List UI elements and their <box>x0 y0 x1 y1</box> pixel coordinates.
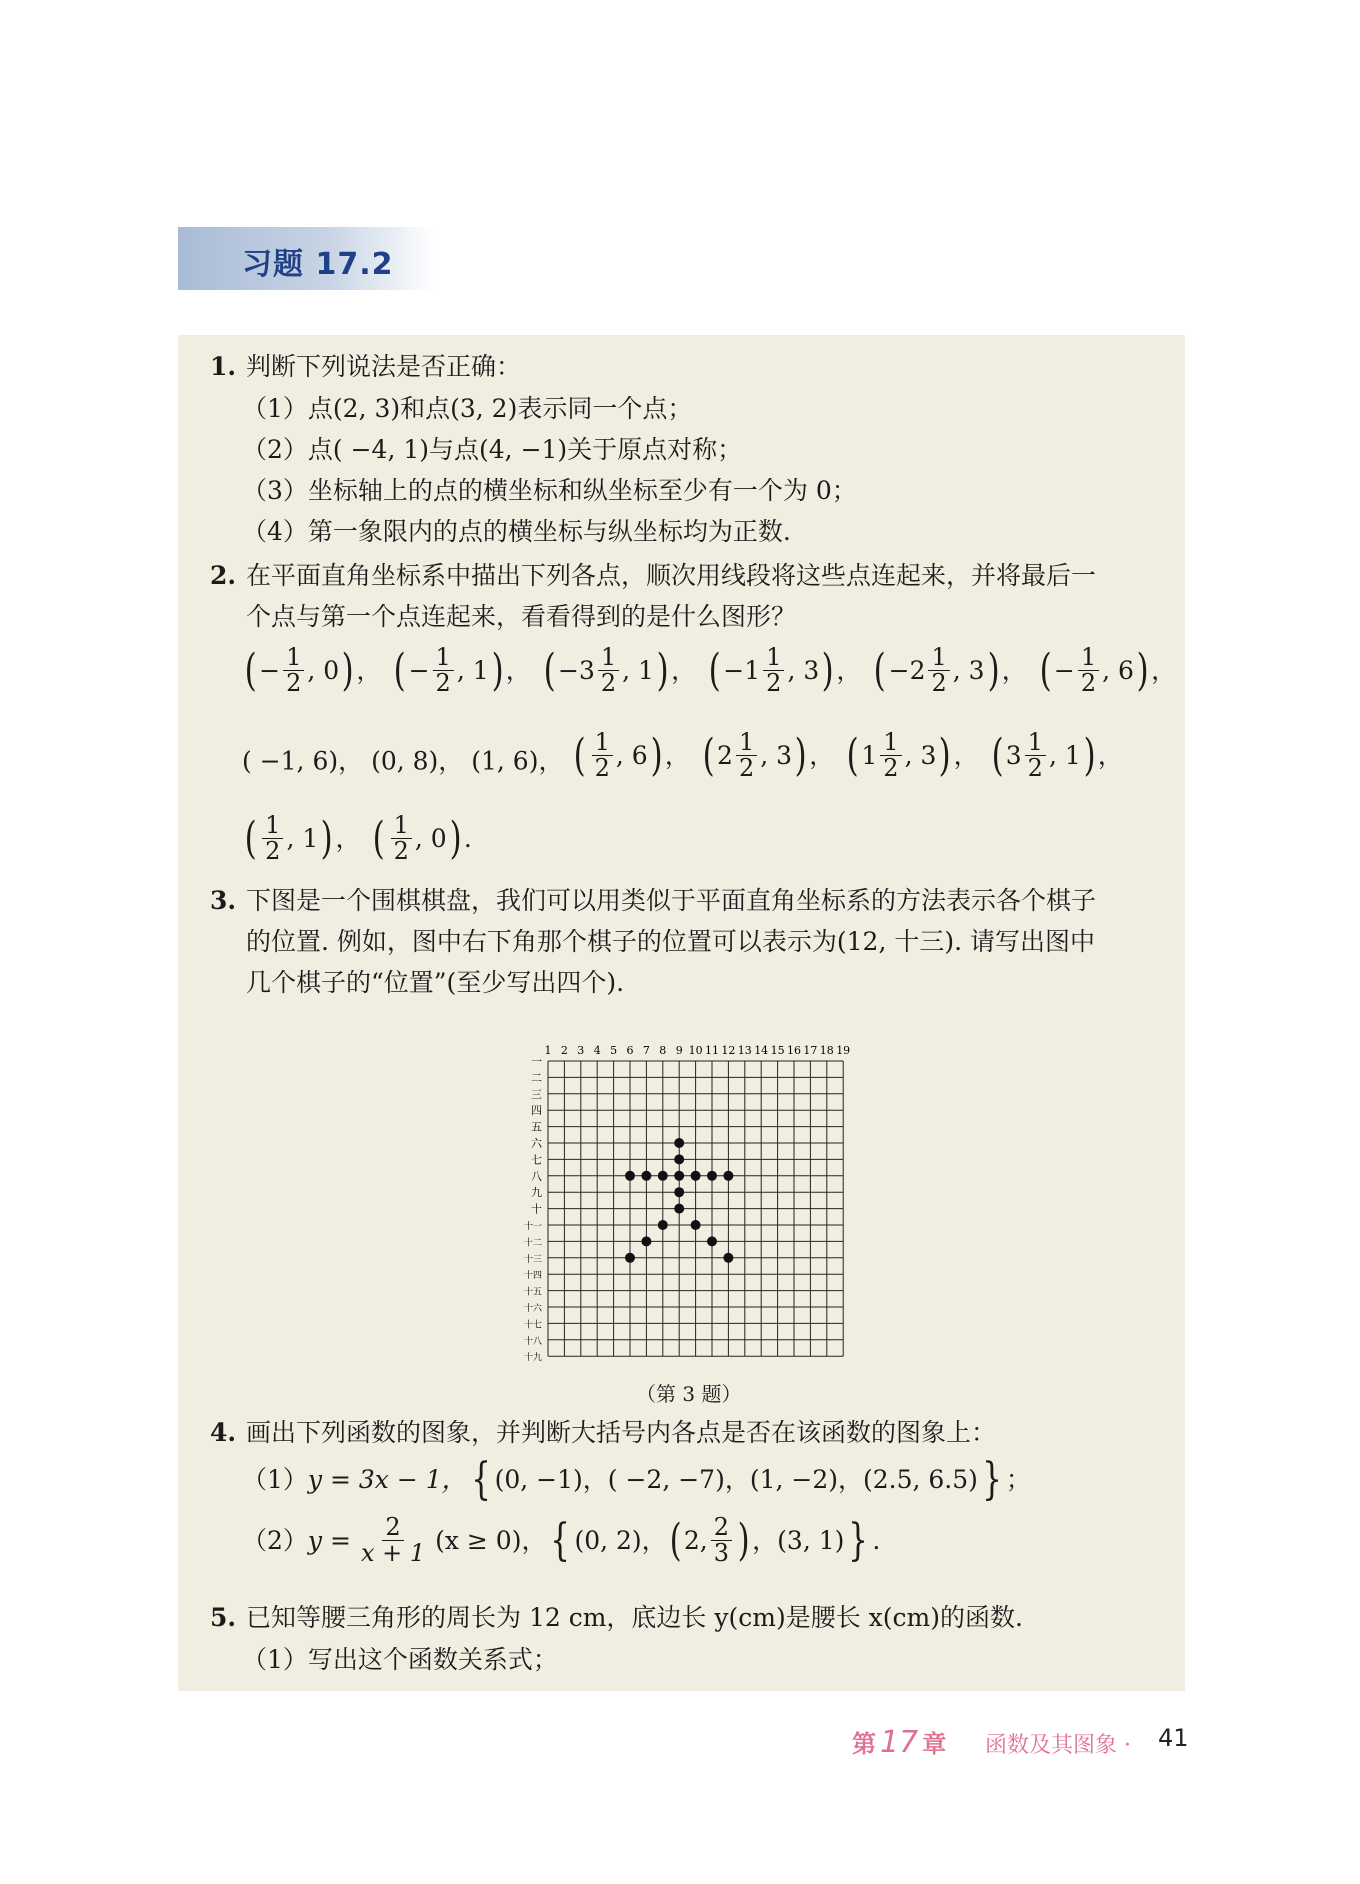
right-brace: } <box>982 1454 1002 1505</box>
fraction-numerator: 1 <box>1078 645 1099 671</box>
column-label: 8 <box>659 1044 667 1057</box>
point-sign: − <box>259 655 281 685</box>
column-label: 10 <box>688 1044 703 1057</box>
go-board-column-labels <box>545 1044 851 1057</box>
q1-item-2: （2）点( −4, 1)与点(4, −1)关于原点对称； <box>242 435 743 464</box>
go-stone <box>658 1220 668 1230</box>
fraction-denominator: 2 <box>738 754 755 783</box>
column-label: 2 <box>560 1044 568 1057</box>
point-separator: ， <box>836 655 862 685</box>
point-y: , 1 <box>286 823 319 853</box>
column-label: 13 <box>737 1044 752 1057</box>
q2-plain-point: (0, 8)， <box>371 746 464 776</box>
right-brace: } <box>848 1514 869 1566</box>
point-sign: − <box>1053 655 1075 685</box>
left-paren: ( <box>244 812 257 864</box>
fraction-denominator: 2 <box>265 837 281 866</box>
point-whole: 2 <box>909 655 926 685</box>
column-label: 4 <box>593 1044 601 1057</box>
left-paren: ( <box>373 812 386 864</box>
point-fraction <box>592 730 613 781</box>
fraction-denominator: 2 <box>594 754 610 783</box>
left-paren: ( <box>702 729 715 781</box>
coordinate-point <box>242 645 381 696</box>
go-stone <box>625 1171 635 1181</box>
fraction-numerator: 1 <box>262 813 283 839</box>
row-label: 四 <box>531 1104 542 1118</box>
point-separator: ， <box>809 740 835 770</box>
q2-points-row-3 <box>242 813 482 864</box>
left-paren: ( <box>543 644 556 696</box>
point-whole: 3 <box>1005 740 1022 770</box>
go-stone <box>674 1204 684 1214</box>
right-paren: ) <box>821 644 834 696</box>
footer-chapter <box>852 1724 946 1760</box>
right-paren: ) <box>1083 729 1096 781</box>
q2-plain-point: ( −1, 6)， <box>242 746 364 776</box>
row-label: 三 <box>531 1087 542 1101</box>
fraction-numerator: 1 <box>598 645 619 671</box>
go-stone <box>674 1171 684 1181</box>
point-sign: − <box>557 655 579 685</box>
fraction-denominator: 2 <box>435 669 451 698</box>
left-paren: ( <box>991 729 1004 781</box>
exercise-title: 习题 17.2 <box>242 247 394 282</box>
point-fraction <box>433 645 454 696</box>
point-separator: ， <box>356 655 382 685</box>
fraction-denominator: 2 <box>286 669 302 698</box>
q4-stem: 画出下列函数的图象，并判断大括号内各点是否在该函数的图象上： <box>246 1418 997 1447</box>
q1-number: 1. <box>210 352 237 381</box>
column-label: 18 <box>819 1044 834 1057</box>
row-label: 十七 <box>523 1320 542 1331</box>
q2-points-row-2 <box>242 730 1133 781</box>
point-separator: ， <box>1001 655 1027 685</box>
left-paren: ( <box>244 644 257 696</box>
point-separator: ， <box>671 655 697 685</box>
point-fraction <box>283 645 304 696</box>
row-label: 十 <box>531 1202 542 1216</box>
right-paren: ) <box>320 812 333 864</box>
go-board-grid <box>548 1061 843 1356</box>
row-label: 十三 <box>523 1254 542 1265</box>
row-label: 十六 <box>523 1304 542 1314</box>
point-fraction <box>736 730 757 781</box>
go-stone <box>691 1220 701 1230</box>
coordinate-point <box>989 730 1123 781</box>
left-paren: ( <box>846 729 859 781</box>
column-label: 9 <box>675 1044 683 1057</box>
go-stone <box>674 1154 684 1164</box>
left-paren: ( <box>708 644 721 696</box>
footer-topic: 函数及其图象 · <box>985 1733 1131 1758</box>
q4-item1-end: ； <box>1005 1465 1031 1494</box>
point-y: , 0 <box>307 655 340 685</box>
fraction-denominator: 2 <box>1027 754 1043 783</box>
coordinate-point <box>571 730 689 781</box>
coordinate-point <box>541 645 696 696</box>
q4-item2-point-2-fraction <box>711 1515 732 1566</box>
column-label: 16 <box>787 1044 801 1057</box>
column-label: 1 <box>544 1044 552 1057</box>
fraction-denominator: 2 <box>1080 669 1097 698</box>
chapter-number: 17 <box>880 1725 919 1760</box>
row-label: 十五 <box>523 1287 542 1298</box>
right-paren: ) <box>1136 644 1149 696</box>
q4-item2-point-1: (0, 2)， <box>574 1525 667 1555</box>
point-fraction <box>598 645 619 696</box>
go-stone <box>723 1171 733 1181</box>
q2-points-row-1 <box>242 645 1186 696</box>
fraction-denominator: 2 <box>393 837 409 866</box>
chapter-suffix: 章 <box>922 1730 947 1758</box>
q1-stem: 判断下列说法是否正确： <box>246 352 522 381</box>
fraction-denominator: 3 <box>713 1539 729 1568</box>
right-paren: ) <box>449 812 462 864</box>
point-whole: 1 <box>744 655 761 685</box>
point-separator: ， <box>1097 740 1123 770</box>
go-board-figure <box>508 1035 854 1364</box>
q3-line-3: 几个棋子的“位置”(至少写出四个). <box>246 968 625 997</box>
column-label: 3 <box>577 1044 585 1057</box>
row-label: 七 <box>531 1153 542 1167</box>
q4-item-2 <box>242 1515 880 1566</box>
left-brace: { <box>470 1454 491 1505</box>
left-brace: { <box>550 1514 571 1566</box>
q2-line-2: 个点与第一个点连起来，看看得到的是什么图形？ <box>246 602 797 631</box>
point-fraction <box>1025 730 1046 781</box>
fraction-numerator: 1 <box>283 645 304 671</box>
point-y: , 0 <box>414 823 447 853</box>
q4-item2-label: （2） <box>242 1525 308 1555</box>
fraction-numerator: 1 <box>928 645 949 671</box>
point-fraction <box>391 813 412 864</box>
right-paren: ) <box>938 729 951 781</box>
right-paren: ) <box>341 644 354 696</box>
fraction-numerator: 1 <box>1025 730 1046 756</box>
row-label: 二 <box>531 1071 542 1085</box>
go-stone <box>674 1138 684 1148</box>
point-y: , 1 <box>1048 740 1081 770</box>
fraction-denominator: 2 <box>931 669 947 698</box>
exercise-title-band <box>178 227 435 290</box>
left-paren: ( <box>669 1514 682 1566</box>
fraction-numerator: 1 <box>763 645 784 671</box>
q4-item1-label: （1） <box>242 1465 308 1494</box>
figure-caption: （第 3 题） <box>636 1382 742 1406</box>
q5-number: 5. <box>210 1603 237 1632</box>
point-sign: − <box>723 655 745 685</box>
row-label: 十四 <box>523 1271 542 1282</box>
point-fraction <box>1078 645 1099 696</box>
q5-item-1: （1）写出这个函数关系式； <box>242 1645 558 1674</box>
point-y: , 3 <box>787 655 820 685</box>
q2-fraction-points <box>571 730 1133 781</box>
q4-item2-point-2-x: 2, <box>683 1525 708 1555</box>
row-label: 十二 <box>523 1238 542 1249</box>
left-paren: ( <box>1039 644 1052 696</box>
left-paren: ( <box>393 644 407 696</box>
right-paren: ) <box>650 729 663 781</box>
go-stone <box>625 1253 635 1263</box>
column-label: 6 <box>626 1044 634 1057</box>
go-stone <box>707 1236 717 1246</box>
q4-number: 4. <box>210 1418 237 1447</box>
coordinate-point <box>706 645 861 696</box>
q1-item-1: （1）点(2, 3)和点(3, 2)表示同一个点； <box>242 394 693 423</box>
q1-item-3: （3）坐标轴上的点的横坐标和纵坐标至少有一个为 0； <box>242 476 857 505</box>
go-stone <box>641 1171 651 1181</box>
q4-item2-end: . <box>872 1525 881 1555</box>
row-label: 八 <box>531 1169 542 1183</box>
row-label: 十九 <box>523 1353 542 1364</box>
column-label: 12 <box>721 1044 736 1057</box>
fraction-denominator: 2 <box>883 754 899 783</box>
right-paren: ) <box>491 644 504 696</box>
go-stone <box>674 1187 684 1197</box>
column-label: 5 <box>610 1044 618 1057</box>
point-separator: . <box>463 823 472 853</box>
point-separator: ， <box>505 655 531 685</box>
point-y: , 6 <box>615 740 648 770</box>
go-stone <box>723 1253 733 1263</box>
q3-number: 3. <box>210 886 237 915</box>
page-number: 41 <box>1158 1724 1189 1752</box>
right-paren: ) <box>737 1514 750 1566</box>
fraction-numerator: 1 <box>433 645 454 671</box>
go-stone <box>707 1171 717 1181</box>
point-separator: ， <box>335 823 361 853</box>
q3-line-1: 下图是一个围棋棋盘，我们可以用类似于平面直角坐标系的方法表示各个棋子 <box>246 886 1097 915</box>
point-whole: 3 <box>578 655 595 685</box>
q4-item2-point-3: ，(3, 1) <box>752 1525 845 1555</box>
coordinate-point <box>1037 645 1176 696</box>
fraction-numerator: 1 <box>391 813 412 839</box>
fraction-numerator: 1 <box>592 730 613 756</box>
fraction-denominator: 2 <box>600 669 617 698</box>
row-label: 一 <box>531 1055 542 1068</box>
point-y: , 3 <box>904 740 937 770</box>
q4-item2-condition: (x ≥ 0)， <box>435 1525 547 1555</box>
q1-item-4: （4）第一象限内的点的横坐标与纵坐标均为正数. <box>242 517 791 546</box>
point-fraction <box>763 645 784 696</box>
row-label: 十八 <box>523 1336 542 1347</box>
go-stone <box>691 1171 701 1181</box>
exercise-box <box>178 335 1185 1691</box>
coordinate-point <box>871 645 1026 696</box>
point-separator: ， <box>1151 655 1177 685</box>
q4-item1-function: y = 3x − 1， <box>307 1465 467 1494</box>
q2-line-1: 在平面直角坐标系中描出下列各点，顺次用线段将这些点连起来，并将最后一 <box>246 561 1097 590</box>
point-y: , 1 <box>622 655 654 685</box>
q2-plain-point: (1, 6)， <box>471 746 564 776</box>
row-label: 五 <box>531 1120 542 1134</box>
fraction-numerator: 2 <box>711 1515 732 1541</box>
q4-item1-points: (0, −1)，( −2, −7)，(1, −2)，(2.5, 6.5) <box>494 1465 978 1494</box>
point-y: , 6 <box>1102 655 1134 685</box>
column-label: 19 <box>836 1044 851 1057</box>
right-paren: ) <box>794 729 807 781</box>
right-paren: ) <box>656 644 669 696</box>
point-fraction <box>928 645 949 696</box>
row-label: 十一 <box>523 1222 542 1232</box>
point-sign: − <box>408 655 430 685</box>
row-label: 九 <box>531 1186 542 1200</box>
go-board-row-labels <box>524 1055 543 1363</box>
point-y: , 3 <box>760 740 793 770</box>
column-label: 15 <box>770 1044 785 1057</box>
fraction-numerator: 1 <box>880 730 901 756</box>
column-label: 7 <box>642 1044 650 1057</box>
fraction-denominator: 2 <box>766 669 782 698</box>
q4-item2-y: y = <box>307 1525 351 1555</box>
point-whole: 1 <box>861 740 878 770</box>
point-separator: ， <box>664 740 690 770</box>
point-fraction <box>880 730 901 781</box>
right-paren: ) <box>987 644 1000 696</box>
point-separator: ， <box>953 740 979 770</box>
column-label: 17 <box>803 1044 818 1057</box>
point-fraction <box>262 813 283 864</box>
fraction-numerator: 2 <box>382 1515 403 1541</box>
point-whole: 2 <box>717 740 733 770</box>
column-label: 11 <box>705 1044 719 1057</box>
coordinate-point <box>370 813 471 864</box>
q2-number: 2. <box>210 561 237 590</box>
coordinate-point <box>242 813 360 864</box>
chapter-prefix: 第 <box>852 1730 876 1758</box>
q5-stem: 已知等腰三角形的周长为 12 cm，底边长 y(cm)是腰长 x(cm)的函数. <box>246 1603 1023 1632</box>
point-y: , 3 <box>952 655 985 685</box>
column-label: 14 <box>754 1044 769 1057</box>
left-paren: ( <box>874 644 887 696</box>
coordinate-point <box>844 730 978 781</box>
point-sign: − <box>888 655 910 685</box>
go-stone <box>658 1171 668 1181</box>
fraction-numerator: 1 <box>736 730 757 756</box>
row-label: 六 <box>531 1137 542 1150</box>
go-stone <box>641 1236 651 1246</box>
left-paren: ( <box>573 729 587 781</box>
coordinate-point <box>391 645 530 696</box>
fraction-denominator: x + 1 <box>360 1539 426 1568</box>
coordinate-point <box>700 730 834 781</box>
point-y: , 1 <box>456 655 489 685</box>
q3-line-2: 的位置. 例如，图中右下角那个棋子的位置可以表示为(12, 十三). 请写出图中 <box>246 927 1096 956</box>
q4-item2-fraction <box>358 1515 428 1566</box>
q4-item-1 <box>242 1454 1031 1505</box>
